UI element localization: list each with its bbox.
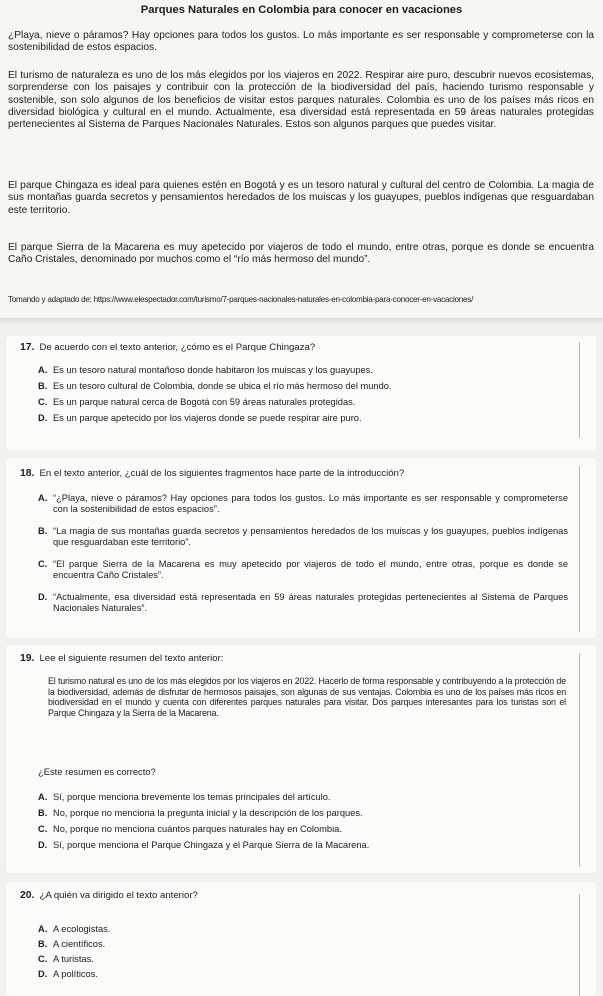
option-text: Es un parque natural cerca de Bogotá con 59 áreas naturales protegidas. bbox=[53, 397, 356, 407]
option-letter: A. bbox=[38, 365, 48, 375]
option-text: Es un tesoro natural montañoso donde habitaron los muiscas y los guayupes. bbox=[53, 365, 373, 375]
article-paragraph-3: El parque Chingaza es ideal para quienes estén en Bogotá y es un tesoro natural y cultural del centro de Colombia. La magia de sus montañas guarda secretos y pensamientos heredados de los muiscas y los guayupes, pueblos indígenas que resguardaban este territorio. bbox=[8, 180, 594, 216]
question-text: ¿A quién va dirigido el texto anterior? bbox=[39, 890, 198, 901]
question-text: En el texto anterior, ¿cuál de los siguientes fragmentos hace parte de la introducción? bbox=[39, 468, 405, 479]
summary-text: El turismo natural es uno de los más elegidos por los viajeros en 2022. Hacerlo de forma responsable y contribuyendo a la protección de la biodiversidad, además de disfrutar de hermosos paisajes, son algunas de sus ventajas. Colombia es uno de los países más ricos en biodiversidad en el mundo y cuenta con diferentes parques naturales para visitar. Dos parques interesantes para los turistas son el Parque Chingaza y la Sierra de la Macarena. bbox=[48, 676, 566, 718]
article-paragraph-4: El parque Sierra de la Macarena es muy apetecido por viajeros de todo el mundo, entre otras, porque es donde se encuentra Caño Cristales, denominado por muchos como el “río más hermoso del mundo”. bbox=[8, 242, 594, 266]
option-c[interactable] bbox=[38, 824, 568, 835]
option-letter: C. bbox=[38, 954, 48, 964]
option-text: A turistas. bbox=[53, 954, 94, 964]
option-letter: D. bbox=[38, 840, 48, 850]
option-text: Es un parque apetecido por los viajeros donde se puede respirar aire puro. bbox=[53, 413, 362, 423]
margin-line bbox=[579, 466, 580, 632]
option-text: A ecologistas. bbox=[53, 924, 111, 934]
option-a[interactable] bbox=[38, 792, 568, 803]
question-number: 18. bbox=[20, 468, 35, 479]
option-text: No, porque no menciona cuántos parques naturales hay en Colombia. bbox=[53, 824, 342, 834]
summary-prompt: ¿Este resumen es correcto? bbox=[38, 766, 156, 777]
option-letter: A. bbox=[38, 924, 48, 934]
article-source: Tomando y adaptado de: https://www.elespectador.com/turismo/7-parques-nacionales-naturales-en-colombia-para-conocer-en-vacaciones/ bbox=[8, 295, 474, 304]
option-text: No, porque no menciona la pregunta inicial y la descripción de los parques. bbox=[53, 808, 363, 818]
section-divider bbox=[0, 318, 603, 324]
option-text: “El parque Sierra de la Macarena es muy apetecido por viajeros de todo el mundo, entre otras, porque es donde se encuentra Caño Cristales”. bbox=[53, 559, 568, 581]
question-number: 19. bbox=[20, 653, 35, 664]
option-text: Sí, porque menciona el Parque Chingaza y el Parque Sierra de la Macarena. bbox=[53, 840, 370, 850]
option-a[interactable] bbox=[38, 365, 568, 376]
margin-line bbox=[579, 342, 580, 438]
option-d[interactable] bbox=[38, 592, 568, 614]
option-text: “La magia de sus montañas guarda secretos y pensamientos heredados de los muiscas y los guayupes, pueblos indígenas que resguardaban este territorio”. bbox=[53, 526, 568, 548]
question-number: 17. bbox=[20, 342, 35, 353]
article-paragraph-2: El turismo de naturaleza es uno de los más elegidos por los viajeros en 2022. Respirar aire puro, descubrir nuevos ecosistemas, sorprenderse con los paisajes y contribuir con la protección de la biodiversidad del país, haciendo turismo responsable y sostenible, son solo algunos de los beneficios de visitar estos parques naturales. Colombia es uno de los países más ricos en diversidad biológica y cultural en el mundo. Actualmente, esa diversidad está representada en 59 áreas naturales protegidas pertenecientes al Sistema de Parques Nacionales Naturales. Estos son algunos parques que puedes visitar. bbox=[8, 70, 594, 131]
option-letter: B. bbox=[38, 808, 48, 818]
option-d[interactable] bbox=[38, 969, 568, 980]
option-text: “Actualmente, esa diversidad está representada en 59 áreas naturales protegidas pertenecientes al Sistema de Parques Nacionales Naturales”. bbox=[53, 592, 568, 614]
option-text: A políticos. bbox=[53, 969, 98, 979]
option-letter: C. bbox=[38, 824, 48, 834]
question-19-block bbox=[6, 645, 596, 873]
option-letter: B. bbox=[38, 526, 48, 536]
option-letter: D. bbox=[38, 969, 48, 979]
margin-line bbox=[579, 894, 580, 996]
option-a[interactable] bbox=[38, 493, 568, 515]
option-b[interactable] bbox=[38, 381, 568, 392]
option-letter: B. bbox=[38, 939, 48, 949]
question-18-header bbox=[20, 468, 404, 479]
question-18-block bbox=[6, 458, 596, 638]
margin-line bbox=[579, 653, 580, 867]
article-title: Parques Naturales en Colombia para conocer en vacaciones bbox=[140, 4, 463, 16]
option-a[interactable] bbox=[38, 924, 568, 935]
option-text: Sí, porque menciona brevemente los temas principales del artículo. bbox=[53, 792, 331, 802]
option-letter: D. bbox=[38, 592, 48, 602]
option-letter: A. bbox=[38, 792, 48, 802]
option-b[interactable] bbox=[38, 808, 568, 819]
option-c[interactable] bbox=[38, 559, 568, 581]
option-d[interactable] bbox=[38, 413, 568, 424]
option-b[interactable] bbox=[38, 939, 568, 950]
question-17-block bbox=[6, 336, 596, 450]
question-number: 20. bbox=[20, 890, 35, 901]
option-text: “¿Playa, nieve o páramos? Hay opciones para todos los gustos. Lo más importante es ser responsable y comprometerse con la sostenibilidad de estos espacios”. bbox=[53, 493, 568, 515]
question-20-block bbox=[6, 882, 596, 996]
option-c[interactable] bbox=[38, 397, 568, 408]
article-paragraph-1: ¿Playa, nieve o páramos? Hay opciones para todos los gustos. Lo más importante es ser responsable y comprometerse con la sostenibilidad de estos espacios. bbox=[8, 30, 594, 54]
question-20-header bbox=[20, 890, 198, 901]
option-d[interactable] bbox=[38, 840, 568, 851]
option-c[interactable] bbox=[38, 954, 568, 965]
option-letter: B. bbox=[38, 381, 48, 391]
option-b[interactable] bbox=[38, 526, 568, 548]
option-letter: A. bbox=[38, 493, 48, 503]
question-text: De acuerdo con el texto anterior, ¿cómo es el Parque Chingaza? bbox=[39, 342, 316, 353]
option-text: Es un tesoro cultural de Colombia, donde se ubica el río más hermoso del mundo. bbox=[53, 381, 392, 391]
question-19-header bbox=[20, 653, 223, 664]
option-letter: C. bbox=[38, 559, 48, 569]
option-letter: D. bbox=[38, 413, 48, 423]
option-letter: C. bbox=[38, 397, 48, 407]
question-17-header bbox=[20, 342, 315, 353]
question-text: Lee el siguiente resumen del texto anterior: bbox=[39, 653, 224, 664]
option-text: A científicos. bbox=[53, 939, 106, 949]
